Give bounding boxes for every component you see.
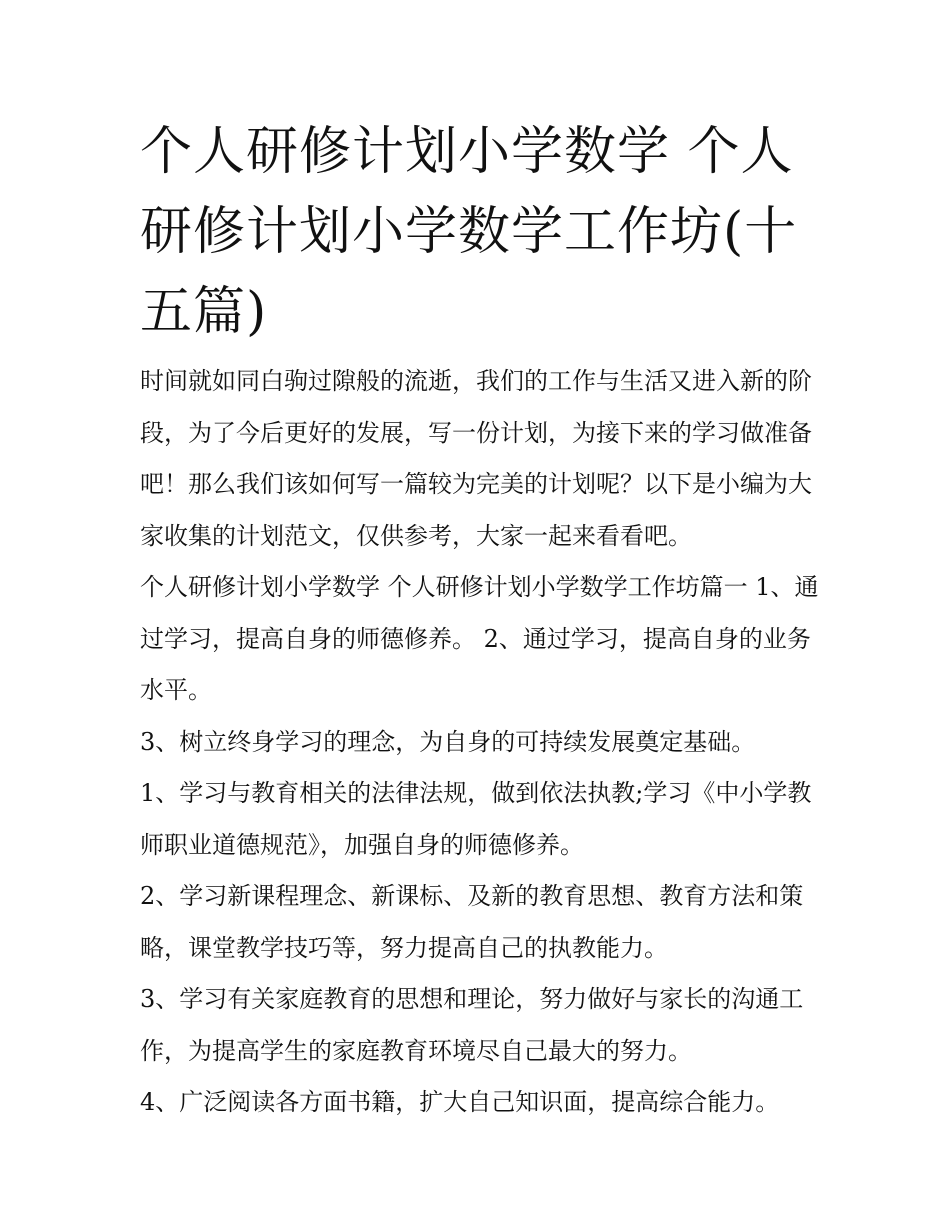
paragraph-intro: 时间就如同白驹过隙般的流逝，我们的工作与生活又进入新的阶段，为了今后更好的发展，写一份计划，为接下来的学习做准备吧！那么我们该如何写一篇较为完美的计划呢？以下是小编为大家收集的计划范文，仅供参考，大家一起来看看吧。 xyxy=(140,367,812,550)
paragraph-goal-3: 3、树立终身学习的理念，为自身的可持续发展奠定基础。 xyxy=(140,727,756,756)
paragraph-content-1: 1、学习与教育相关的法律法规，做到依法执教;学习《中小学教师职业道德规范》，加强自身的师德修养。 xyxy=(140,779,812,859)
paragraph-content-3: 3、学习有关家庭教育的思想和理论，努力做好与家长的沟通工作，为提高学生的家庭教育环境尽自己最大的努力。 xyxy=(140,985,804,1065)
paragraph-content-4: 4、广泛阅读各方面书籍，扩大自己知识面，提高综合能力。 xyxy=(140,1088,780,1116)
document-body xyxy=(140,356,820,1129)
paragraph-goals: 个人研修计划小学数学 个人研修计划小学数学工作坊篇一 1、通过学习，提高自身的师德修养。 2、通过学习，提高自身的业务水平。 xyxy=(140,573,819,704)
paragraph-content-2: 2、学习新课程理念、新课标、及新的教育思想、教育方法和策略，课堂教学技巧等，努力提高自己的执教能力。 xyxy=(140,882,804,962)
document-title: 个人研修计划小学数学 个人研修计划小学数学工作坊(十五篇) xyxy=(140,122,798,342)
